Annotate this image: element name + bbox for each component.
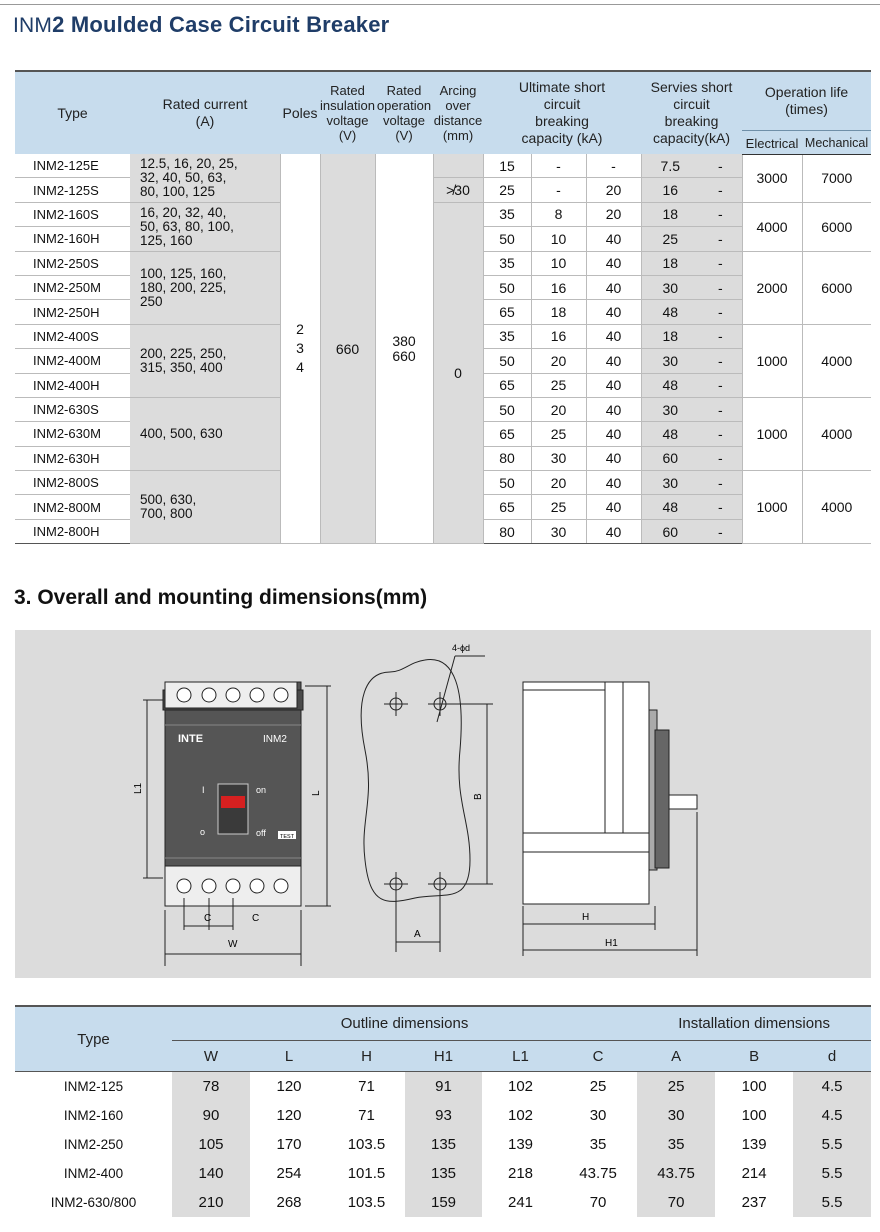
dim-col-header: C: [559, 1041, 637, 1072]
type-cell: INM2-800H: [15, 519, 130, 543]
type-cell: INM2-250H: [15, 300, 130, 324]
dim-value-cell: 71: [358, 1078, 375, 1095]
dim-value-cell: 101.5: [347, 1165, 386, 1182]
service-cell: 30: [641, 397, 699, 421]
ultimate-cell: 40: [586, 373, 641, 397]
dimension-drawing: [15, 630, 871, 978]
electrical-life-cell: 1000: [742, 324, 802, 397]
ultimate-cell: -: [531, 178, 586, 202]
insulation-voltage-header: Rated insulation voltage (V): [320, 71, 375, 154]
dim-value-cell: 5.5: [793, 1188, 871, 1217]
ultimate-cell: 20: [586, 202, 641, 226]
side-view: [523, 682, 697, 956]
dim-value-cell: 159: [405, 1188, 482, 1217]
ultimate-cell: 40: [586, 495, 641, 519]
ultimate-cell: 16: [531, 324, 586, 348]
rated-current-cell: 400, 500, 630: [130, 397, 280, 470]
dim-value-cell: 100: [741, 1078, 767, 1095]
dim-L1: L1: [133, 782, 144, 794]
ultimate-cell: -: [531, 154, 586, 178]
spec-header-row: [15, 71, 871, 130]
ultimate-cell: 80: [483, 446, 531, 470]
dimension-table: [15, 1005, 871, 1217]
dim-value-cell: 70: [589, 1194, 607, 1211]
ultimate-cell: 20: [586, 178, 641, 202]
service-note-cell: -: [699, 300, 742, 324]
dim-value-cell: 35: [637, 1130, 715, 1159]
dim-header-row: [15, 1006, 871, 1041]
ultimate-cell: 40: [586, 446, 641, 470]
dim-body: [15, 1072, 871, 1218]
type-cell: INM2-160H: [15, 227, 130, 251]
on-label: on: [256, 785, 267, 795]
ultimate-cell: 10: [531, 251, 586, 275]
model-label: INM2: [263, 734, 287, 745]
mechanical-header: Mechanical: [802, 130, 871, 154]
ultimate-cell: 50: [483, 471, 531, 495]
type-cell: INM2-250M: [15, 275, 130, 299]
arcing-distance-header: Arcing over distance (mm): [433, 71, 483, 154]
dim-type-header: Type: [15, 1006, 172, 1072]
mechanical-life-cell: 4000: [802, 397, 871, 470]
ultimate-cell: 40: [586, 251, 641, 275]
ultimate-cell: 20: [531, 349, 586, 373]
handle-red: [221, 796, 245, 808]
service-note-cell: -: [699, 324, 742, 348]
service-cell: 30: [641, 349, 699, 373]
service-note-cell: -: [699, 471, 742, 495]
electrical-life-cell: 2000: [742, 251, 802, 324]
service-breaking-header: Servies short circuit breaking capacity(kA): [641, 71, 742, 154]
mechanical-life-cell: 4000: [802, 471, 871, 544]
service-cell: 30: [641, 471, 699, 495]
ultimate-cell: 30: [531, 446, 586, 470]
dim-value-cell: 93: [405, 1101, 482, 1130]
on-mark: I: [202, 785, 205, 795]
service-note-cell: -: [699, 373, 742, 397]
dim-type-cell: INM2-125: [63, 1079, 124, 1094]
electrical-life-cell: 3000: [742, 154, 802, 202]
service-note-cell: -: [699, 154, 742, 178]
dim-value-cell: 100: [741, 1107, 767, 1124]
service-note-cell: -: [699, 202, 742, 226]
dim-value-cell: 120: [276, 1078, 302, 1095]
dim-row: [15, 1188, 871, 1217]
dim-H: H: [582, 912, 590, 923]
service-note-cell: -: [699, 275, 742, 299]
arcing-bottom-cell: 0: [433, 202, 483, 543]
ultimate-cell: 20: [531, 397, 586, 421]
page-title: [13, 12, 389, 38]
ultimate-cell: 40: [586, 422, 641, 446]
ultimate-cell: 35: [483, 324, 531, 348]
operation-life-header: Operation life (times): [742, 71, 871, 130]
dim-value-cell: 214: [741, 1165, 767, 1182]
dim-value-cell: 241: [507, 1194, 534, 1211]
dim-value-cell: 43.75: [637, 1159, 715, 1188]
dim-value-cell: 210: [172, 1188, 250, 1217]
dim-col-header: W: [172, 1041, 250, 1072]
poles-header: Poles: [280, 71, 320, 154]
service-cell: 7.5: [641, 154, 699, 178]
type-cell: INM2-250S: [15, 251, 130, 275]
outline-header: Outline dimensions: [172, 1006, 637, 1041]
dim-col-header: B: [715, 1041, 793, 1072]
electrical-life-cell: 4000: [742, 202, 802, 251]
service-note-cell: -: [699, 495, 742, 519]
dim-value-cell: 30: [589, 1107, 607, 1124]
dim-row: [15, 1130, 871, 1159]
dim-value-cell: 103.5: [347, 1194, 386, 1211]
type-cell: INM2-630M: [15, 422, 130, 446]
service-note-cell: -: [699, 227, 742, 251]
dim-col-header: d: [793, 1041, 871, 1072]
ultimate-cell: -: [586, 154, 641, 178]
service-cell: 48: [641, 422, 699, 446]
service-cell: 48: [641, 300, 699, 324]
service-cell: 60: [641, 446, 699, 470]
service-cell: 30: [641, 275, 699, 299]
dim-value-cell: 254: [276, 1165, 302, 1182]
ultimate-cell: 40: [586, 227, 641, 251]
dim-value-cell: 140: [172, 1159, 250, 1188]
ultimate-cell: 15: [483, 154, 531, 178]
dim-value-cell: 268: [276, 1194, 302, 1211]
dim-row: [15, 1101, 871, 1130]
dim-value-cell: 43.75: [579, 1165, 617, 1182]
mechanical-life-cell: 7000: [802, 154, 871, 202]
dim-B: B: [473, 793, 484, 800]
electrical-life-cell: 1000: [742, 471, 802, 544]
dim-value-cell: 35: [589, 1136, 607, 1153]
dim-value-cell: 25: [637, 1072, 715, 1102]
type-cell: INM2-400H: [15, 373, 130, 397]
dim-value-cell: 5.5: [793, 1130, 871, 1159]
ultimate-cell: 40: [586, 471, 641, 495]
type-cell: INM2-125E: [15, 154, 130, 178]
ultimate-cell: 65: [483, 495, 531, 519]
service-note-cell: -: [699, 349, 742, 373]
dim-col-header: L1: [482, 1041, 559, 1072]
ultimate-cell: 50: [483, 227, 531, 251]
service-cell: 18: [641, 251, 699, 275]
ultimate-cell: 80: [483, 519, 531, 543]
ultimate-cell: 16: [531, 275, 586, 299]
ultimate-cell: 50: [483, 349, 531, 373]
rated-current-cell: 16, 20, 32, 40, 50, 63, 80, 100, 125, 160: [130, 202, 280, 251]
dim-L: L: [311, 790, 322, 796]
ultimate-cell: 65: [483, 422, 531, 446]
title-main: 2 Moulded Case Circuit Breaker: [52, 12, 390, 37]
rated-current-header: Rated current (A): [130, 71, 280, 154]
title-prefix: INM: [13, 14, 53, 37]
dim-value-cell: 139: [741, 1136, 767, 1153]
type-cell: INM2-400S: [15, 324, 130, 348]
dim-C1: C: [204, 913, 212, 924]
section-title: 3. Overall and mounting dimensions(mm): [14, 586, 428, 609]
dim-value-cell: 4.5: [793, 1072, 871, 1102]
dim-col-header: H1: [405, 1041, 482, 1072]
service-note-cell: -: [699, 422, 742, 446]
ultimate-cell: 25: [531, 373, 586, 397]
dim-value-cell: 103.5: [347, 1136, 386, 1153]
rated-current-cell: 100, 125, 160, 180, 200, 225, 250: [130, 251, 280, 324]
front-view: [133, 682, 331, 966]
ultimate-cell: 35: [483, 251, 531, 275]
ultimate-cell: 25: [483, 178, 531, 202]
operation-voltage-header: Rated operation voltage (V): [375, 71, 433, 154]
service-note-cell: -: [699, 519, 742, 543]
service-cell: 48: [641, 495, 699, 519]
dim-col-header: L: [250, 1041, 328, 1072]
dim-value-cell: 71: [358, 1107, 375, 1124]
test-label: TEST: [280, 834, 295, 840]
service-cell: 60: [641, 519, 699, 543]
ultimate-cell: 10: [531, 227, 586, 251]
ultimate-cell: 8: [531, 202, 586, 226]
ultimate-cell: 40: [586, 349, 641, 373]
mounting-view: [361, 643, 493, 952]
mechanical-life-cell: 6000: [802, 251, 871, 324]
dim-value-cell: 25: [589, 1078, 607, 1095]
spec-row: [15, 202, 871, 226]
dim-value-cell: 135: [405, 1130, 482, 1159]
insulation-voltage-cell: 660: [320, 154, 375, 544]
ultimate-cell: 18: [531, 300, 586, 324]
rated-current-cell: 12.5, 16, 20, 25, 32, 40, 50, 63, 80, 100, 125: [130, 154, 280, 202]
ultimate-breaking-header: Ultimate short circuit breaking capacity (kA): [483, 71, 641, 154]
dim-col-header: H: [328, 1041, 405, 1072]
dim-value-cell: 105: [172, 1130, 250, 1159]
ultimate-cell: 50: [483, 275, 531, 299]
ultimate-cell: 20: [531, 471, 586, 495]
ultimate-cell: 25: [531, 495, 586, 519]
ultimate-cell: 65: [483, 373, 531, 397]
dim-type-cell: INM2-630/800: [50, 1195, 137, 1210]
dim-H1: H1: [605, 938, 618, 949]
ultimate-cell: 65: [483, 300, 531, 324]
service-note-cell: -: [699, 397, 742, 421]
dim-value-cell: 170: [276, 1136, 302, 1153]
type-cell: INM2-160S: [15, 202, 130, 226]
dim-type-cell: INM2-160: [63, 1108, 124, 1123]
electrical-life-cell: 1000: [742, 397, 802, 470]
arcing-top-cell: ≯30: [433, 178, 483, 202]
service-cell: 18: [641, 202, 699, 226]
ultimate-cell: 40: [586, 275, 641, 299]
dim-row: [15, 1159, 871, 1188]
type-cell: INM2-400M: [15, 349, 130, 373]
operation-voltage-cell: 380 660: [375, 154, 433, 544]
spec-row: [15, 154, 871, 178]
ultimate-cell: 40: [586, 300, 641, 324]
dim-value-cell: 78: [172, 1072, 250, 1102]
dim-value-cell: 120: [276, 1107, 302, 1124]
dim-value-cell: 135: [405, 1159, 482, 1188]
dim-value-cell: 102: [507, 1107, 534, 1124]
mechanical-life-cell: 6000: [802, 202, 871, 251]
electrical-header: Electrical: [742, 130, 802, 154]
spec-table: [15, 70, 871, 544]
type-cell: INM2-630S: [15, 397, 130, 421]
service-cell: 48: [641, 373, 699, 397]
ultimate-cell: 30: [531, 519, 586, 543]
dim-W: W: [228, 939, 238, 950]
dim-value-cell: 5.5: [793, 1159, 871, 1188]
spec-body: [15, 154, 871, 544]
dim-value-cell: 218: [507, 1165, 534, 1182]
dim-value-cell: 30: [637, 1101, 715, 1130]
mechanical-life-cell: 4000: [802, 324, 871, 397]
install-header: Installation dimensions: [637, 1006, 871, 1041]
dim-value-cell: 90: [172, 1101, 250, 1130]
dim-value-cell: 91: [405, 1072, 482, 1102]
off-label: off: [256, 828, 266, 838]
dim-type-cell: INM2-400: [63, 1166, 124, 1181]
type-header: Type: [15, 71, 130, 154]
type-cell: INM2-800S: [15, 471, 130, 495]
dim-value-cell: 4.5: [793, 1101, 871, 1130]
type-cell: INM2-630H: [15, 446, 130, 470]
service-note-cell: -: [699, 178, 742, 202]
rated-current-cell: 500, 630, 700, 800: [130, 471, 280, 544]
type-cell: INM2-800M: [15, 495, 130, 519]
top-rule: [0, 4, 880, 5]
arcing-cell: [433, 154, 483, 178]
type-cell: INM2-125S: [15, 178, 130, 202]
dim-type-cell: INM2-250: [63, 1137, 124, 1152]
ultimate-cell: 40: [586, 397, 641, 421]
poles-cell: 2 3 4: [280, 154, 320, 544]
service-cell: 18: [641, 324, 699, 348]
service-cell: 25: [641, 227, 699, 251]
rated-current-cell: 200, 225, 250, 315, 350, 400: [130, 324, 280, 397]
dim-row: [15, 1072, 871, 1102]
ultimate-cell: 50: [483, 397, 531, 421]
dim-value-cell: 102: [507, 1078, 534, 1095]
dim-value-cell: 237: [741, 1194, 767, 1211]
dim-col-header: A: [637, 1041, 715, 1072]
hole-label: 4-ϕd: [452, 643, 471, 653]
dim-C2: C: [252, 913, 260, 924]
top-terminals: [165, 682, 297, 708]
dim-value-cell: 70: [637, 1188, 715, 1217]
service-cell: 16: [641, 178, 699, 202]
dim-value-cell: 139: [507, 1136, 534, 1153]
service-note-cell: -: [699, 251, 742, 275]
dim-A: A: [414, 929, 421, 940]
ultimate-cell: 35: [483, 202, 531, 226]
ultimate-cell: 25: [531, 422, 586, 446]
ultimate-cell: 40: [586, 519, 641, 543]
service-note-cell: -: [699, 446, 742, 470]
off-mark: o: [200, 827, 206, 837]
brand-label: INTE: [178, 733, 204, 745]
ultimate-cell: 40: [586, 324, 641, 348]
